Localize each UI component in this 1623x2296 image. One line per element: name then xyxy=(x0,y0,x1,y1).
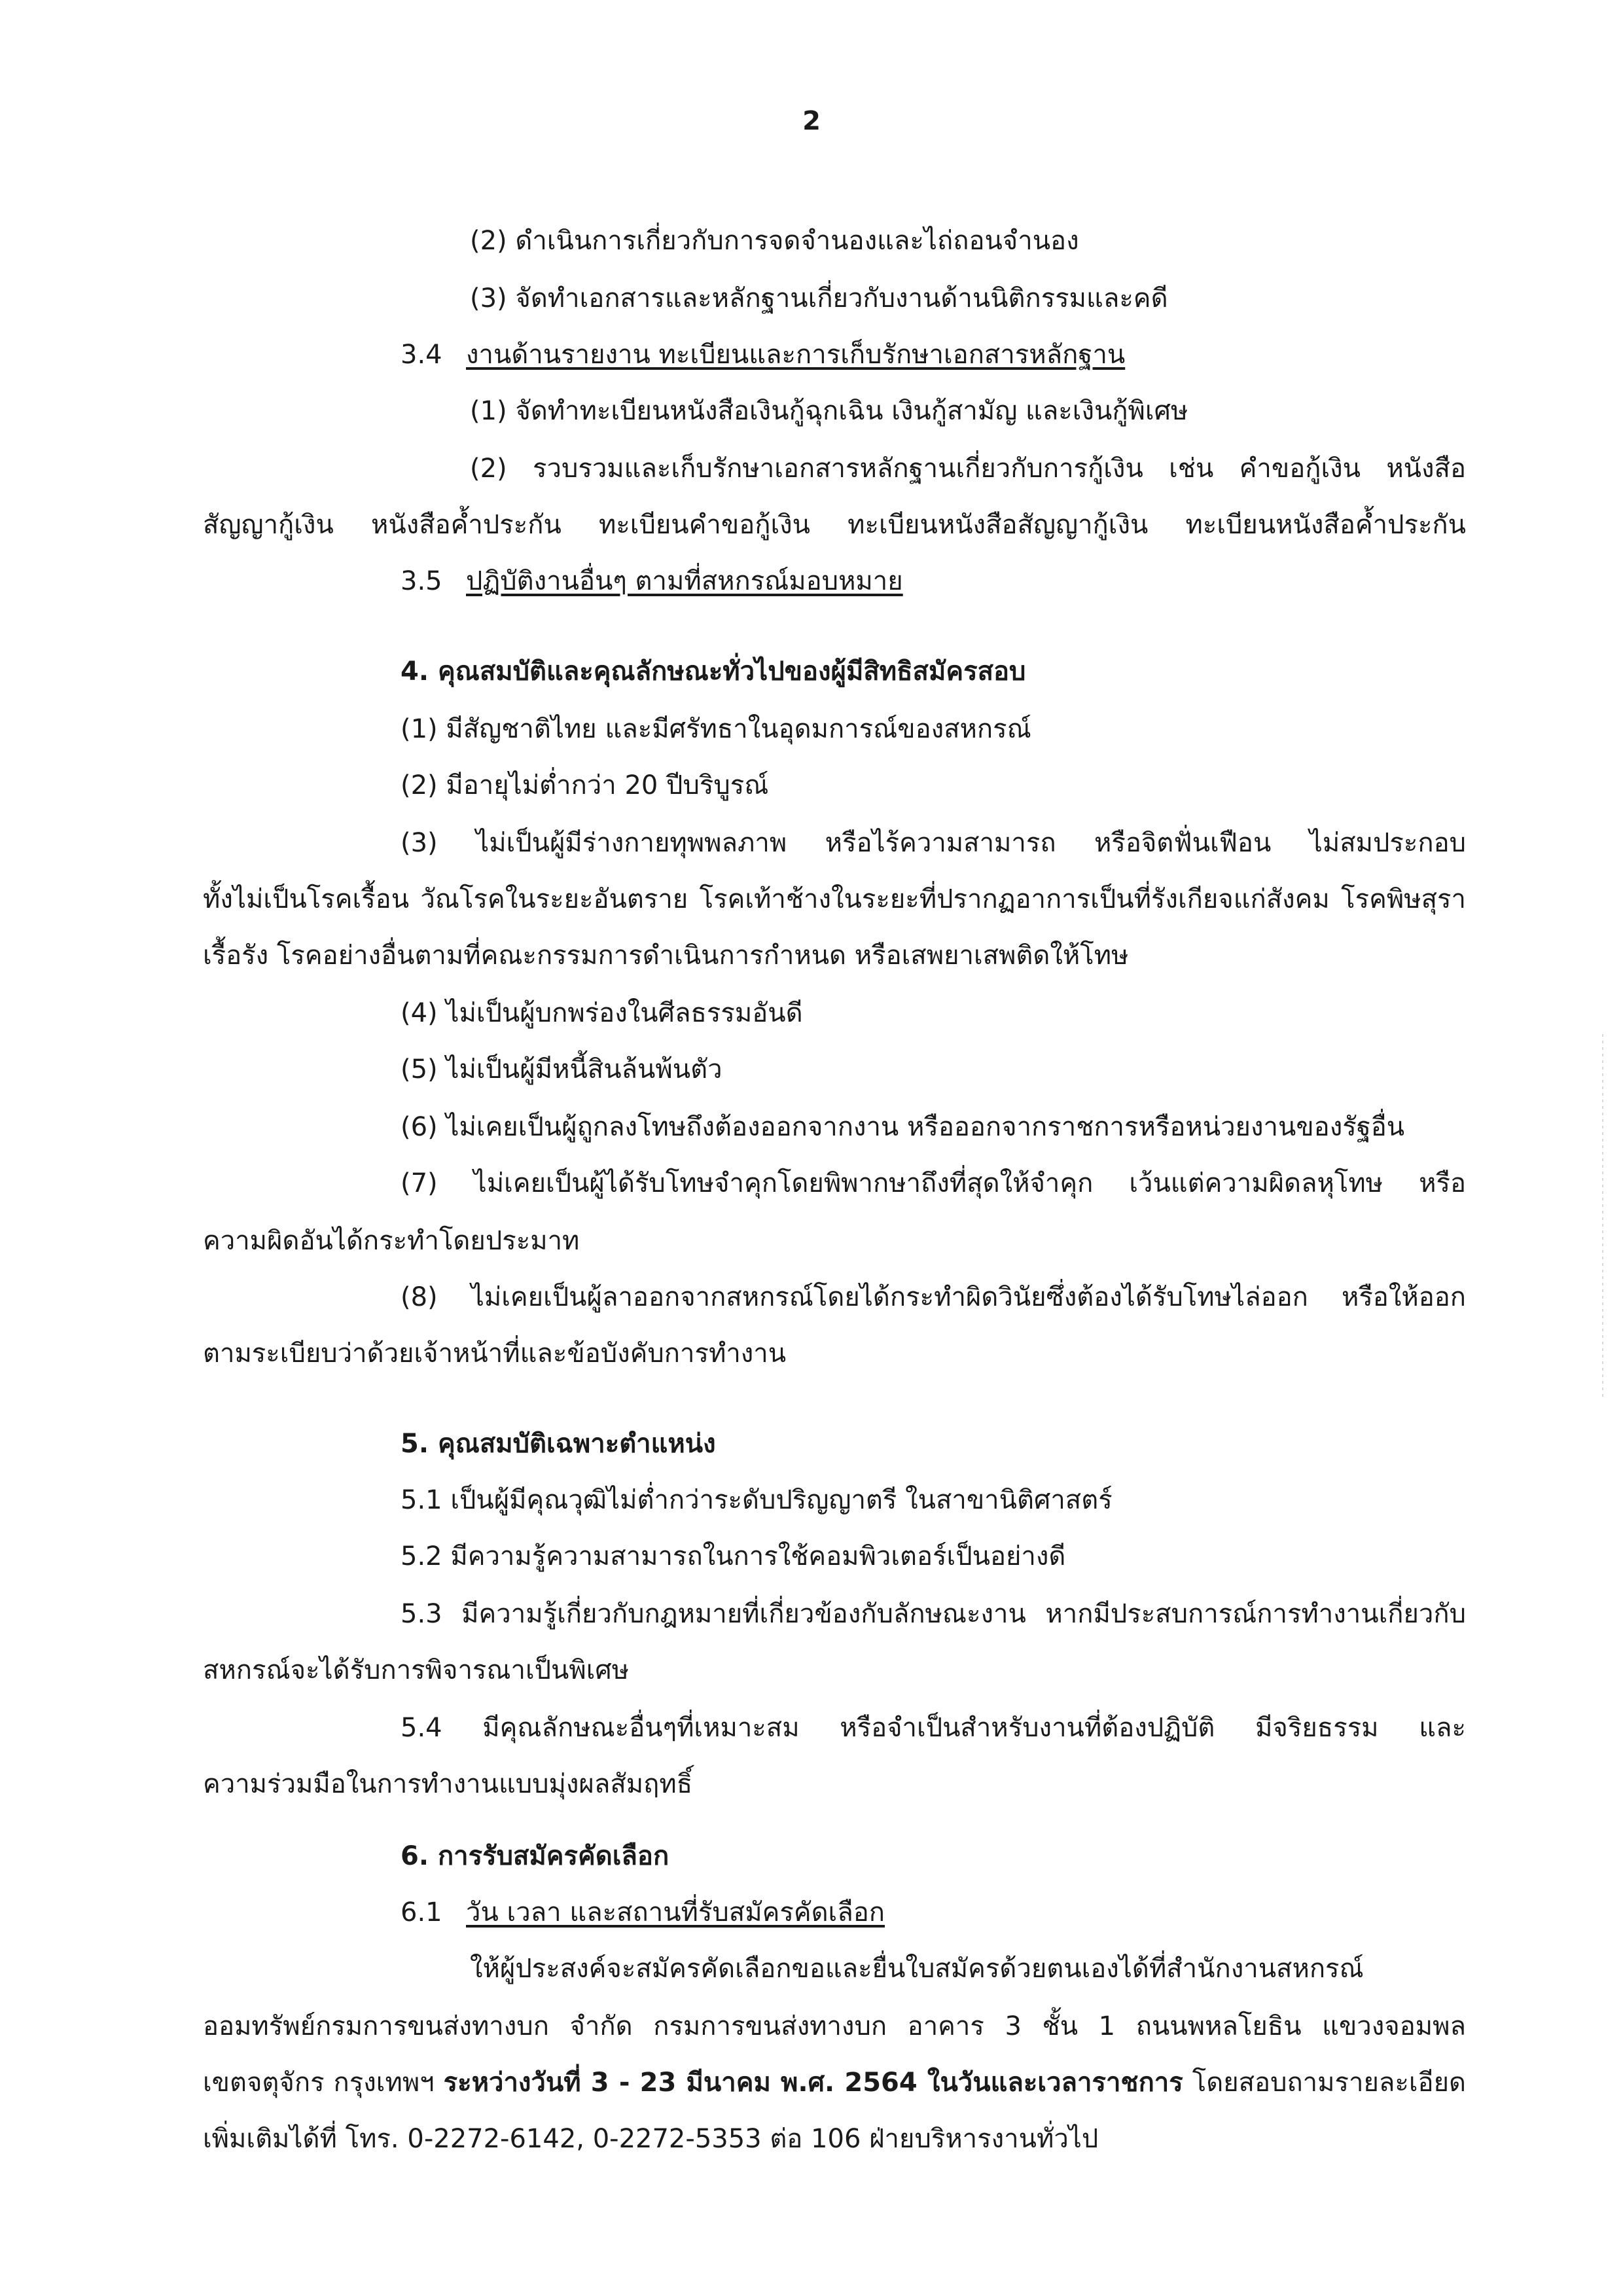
s5-item-4-line-1: 5.4 มีคุณลักษณะอื่นๆที่เหมาะสม หรือจำเป็นสำหรับงานที่ต้องปฏิบัติ มีจริยธรรม และ xyxy=(401,1713,1466,1743)
s5-item-3-line-1: 5.3 มีความรู้เกี่ยวกับกฎหมายที่เกี่ยวข้องกับลักษณะงาน หากมีประสบการณ์การทำงานเกี่ยวกับ xyxy=(401,1599,1466,1629)
s4-item-5: (5) ไม่เป็นผู้มีหนี้สินล้นพ้นตัว xyxy=(401,1054,722,1085)
s4-heading: 4. คุณสมบัติและคุณลักษณะทั่วไปของผู้มีสิทธิสมัครสอบ xyxy=(401,656,1026,687)
s3-4-heading xyxy=(401,336,1125,373)
s6-1-paragraph-line-2: ออมทรัพย์กรมการขนส่งทางบก จำกัด กรมการขนส่งทางบก อาคาร 3 ชั้น 1 ถนนพหลโยธิน แขวงจอมพล xyxy=(203,2011,1466,2041)
s4-item-6: (6) ไม่เคยเป็นผู้ถูกลงโทษถึงต้องออกจากงาน หรือออกจากราชการหรือหน่วยงานของรัฐอื่น xyxy=(401,1112,1405,1142)
s4-item-3-line-1: (3) ไม่เป็นผู้มีร่างกายทุพพลภาพ หรือไร้ความสามารถ หรือจิตฟั่นเฟือน ไม่สมประกอบ xyxy=(401,828,1466,858)
s3-4-item-2-line-2: สัญญากู้เงิน หนังสือค้ำประกัน ทะเบียนคำขอกู้เงิน ทะเบียนหนังสือสัญญากู้เงิน ทะเบียนหนังสือค้ำประกัน xyxy=(203,510,1466,540)
s5-item-4-line-2: ความร่วมมือในการทำงานแบบมุ่งผลสัมฤทธิ์ xyxy=(203,1769,693,1799)
s4-item-4: (4) ไม่เป็นผู้บกพร่องในศีลธรรมอันดี xyxy=(401,998,803,1028)
s4-item-3-line-3: เรื้อรัง โรคอย่างอื่นตามที่คณะกรรมการดำเนินการกำหนด หรือเสพยาเสพติดให้โทษ xyxy=(203,941,1129,971)
s4-item-7-line-2: ความผิดอันได้กระทำโดยประมาท xyxy=(203,1226,580,1256)
s4-item-3-line-2: ทั้งไม่เป็นโรคเรื้อน วัณโรคในระยะอันตราย โรคเท้าช้างในระยะที่ปรากฏอาการเป็นที่รังเกียจแก่สังคม โรคพิษสุรา xyxy=(203,884,1466,914)
s6-1-paragraph-line-1: ให้ผู้ประสงค์จะสมัครคัดเลือกขอและยื่นใบสมัครด้วยตนเองได้ที่สำนักงานสหกรณ์ xyxy=(470,1954,1364,1984)
s6-1-paragraph-line-4: เพิ่มเติมได้ที่ โทร. 0-2272-6142, 0-2272-5353 ต่อ 106 ฝ่ายบริหารงานทั่วไป xyxy=(203,2124,1099,2154)
s5-item-1: 5.1 เป็นผู้มีคุณวุฒิไม่ต่ำกว่าระดับปริญญาตรี ในสาขานิติศาสตร์ xyxy=(401,1485,1113,1515)
s3-5-title: ปฏิบัติงานอื่นๆ ตามที่สหกรณ์มอบหมาย xyxy=(466,566,903,596)
s6-1-heading xyxy=(401,1894,885,1931)
s6-1-title: วัน เวลา และสถานที่รับสมัครคัดเลือก xyxy=(466,1897,885,1928)
s6-heading: 6. การรับสมัครคัดเลือก xyxy=(401,1841,669,1871)
scan-edge-mark xyxy=(1602,1034,1603,1401)
s3-4-number: 3.4 xyxy=(401,340,442,370)
page-number: 2 xyxy=(802,106,821,136)
s4-item-8-line-2: ตามระเบียบว่าด้วยเจ้าหน้าที่และข้อบังคับการทำงาน xyxy=(203,1338,787,1369)
s3-item-3: (3) จัดทำเอกสารและหลักฐานเกี่ยวกับงานด้านนิติกรรมและคดี xyxy=(470,283,1168,314)
s3-4-title: งานด้านรายงาน ทะเบียนและการเก็บรักษาเอกสารหลักฐาน xyxy=(466,340,1126,370)
s3-5-heading xyxy=(401,563,903,600)
s4-item-2: (2) มีอายุไม่ต่ำกว่า 20 ปีบริบูรณ์ xyxy=(401,770,769,800)
s4-item-7-line-1: (7) ไม่เคยเป็นผู้ได้รับโทษจำคุกโดยพิพากษาถึงที่สุดให้จำคุก เว้นแต่ความผิดลหุโทษ หรือ xyxy=(401,1168,1466,1198)
s6-1-paragraph-line-3-end: โดยสอบถามรายละเอียด xyxy=(1183,2068,1466,2098)
s5-item-2: 5.2 มีความรู้ความสามารถในการใช้คอมพิวเตอร์เป็นอย่างดี xyxy=(401,1541,1066,1571)
s5-item-3-line-2: สหกรณ์จะได้รับการพิจารณาเป็นพิเศษ xyxy=(203,1655,630,1685)
s3-4-item-1: (1) จัดทำทะเบียนหนังสือเงินกู้ฉุกเฉิน เงินกู้สามัญ และเงินกู้พิเศษ xyxy=(470,396,1188,426)
s3-5-number: 3.5 xyxy=(401,566,442,596)
s6-1-paragraph-line-3 xyxy=(203,2064,1466,2101)
s3-item-2: (2) ดำเนินการเกี่ยวกับการจดจำนองและไถ่ถอนจำนอง xyxy=(470,226,1079,256)
s4-item-8-line-1: (8) ไม่เคยเป็นผู้ลาออกจากสหกรณ์โดยได้กระทำผิดวินัยซึ่งต้องได้รับโทษไล่ออก หรือให้ออก xyxy=(401,1282,1466,1312)
s6-1-number: 6.1 xyxy=(401,1897,442,1928)
s6-1-application-period: ระหว่างวันที่ 3 - 23 มีนาคม พ.ศ. 2564 ในวันและเวลาราชการ xyxy=(443,2068,1183,2098)
s5-heading: 5. คุณสมบัติเฉพาะตำแหน่ง xyxy=(401,1429,716,1459)
s6-1-paragraph-line-3-start: เขตจตุจักร กรุงเทพฯ xyxy=(203,2068,444,2098)
s3-4-item-2-line-1: (2) รวบรวมและเก็บรักษาเอกสารหลักฐานเกี่ยวกับการกู้เงิน เช่น คำขอกู้เงิน หนังสือ xyxy=(470,454,1466,484)
s4-item-1: (1) มีสัญชาติไทย และมีศรัทธาในอุดมการณ์ของสหกรณ์ xyxy=(401,714,1031,744)
